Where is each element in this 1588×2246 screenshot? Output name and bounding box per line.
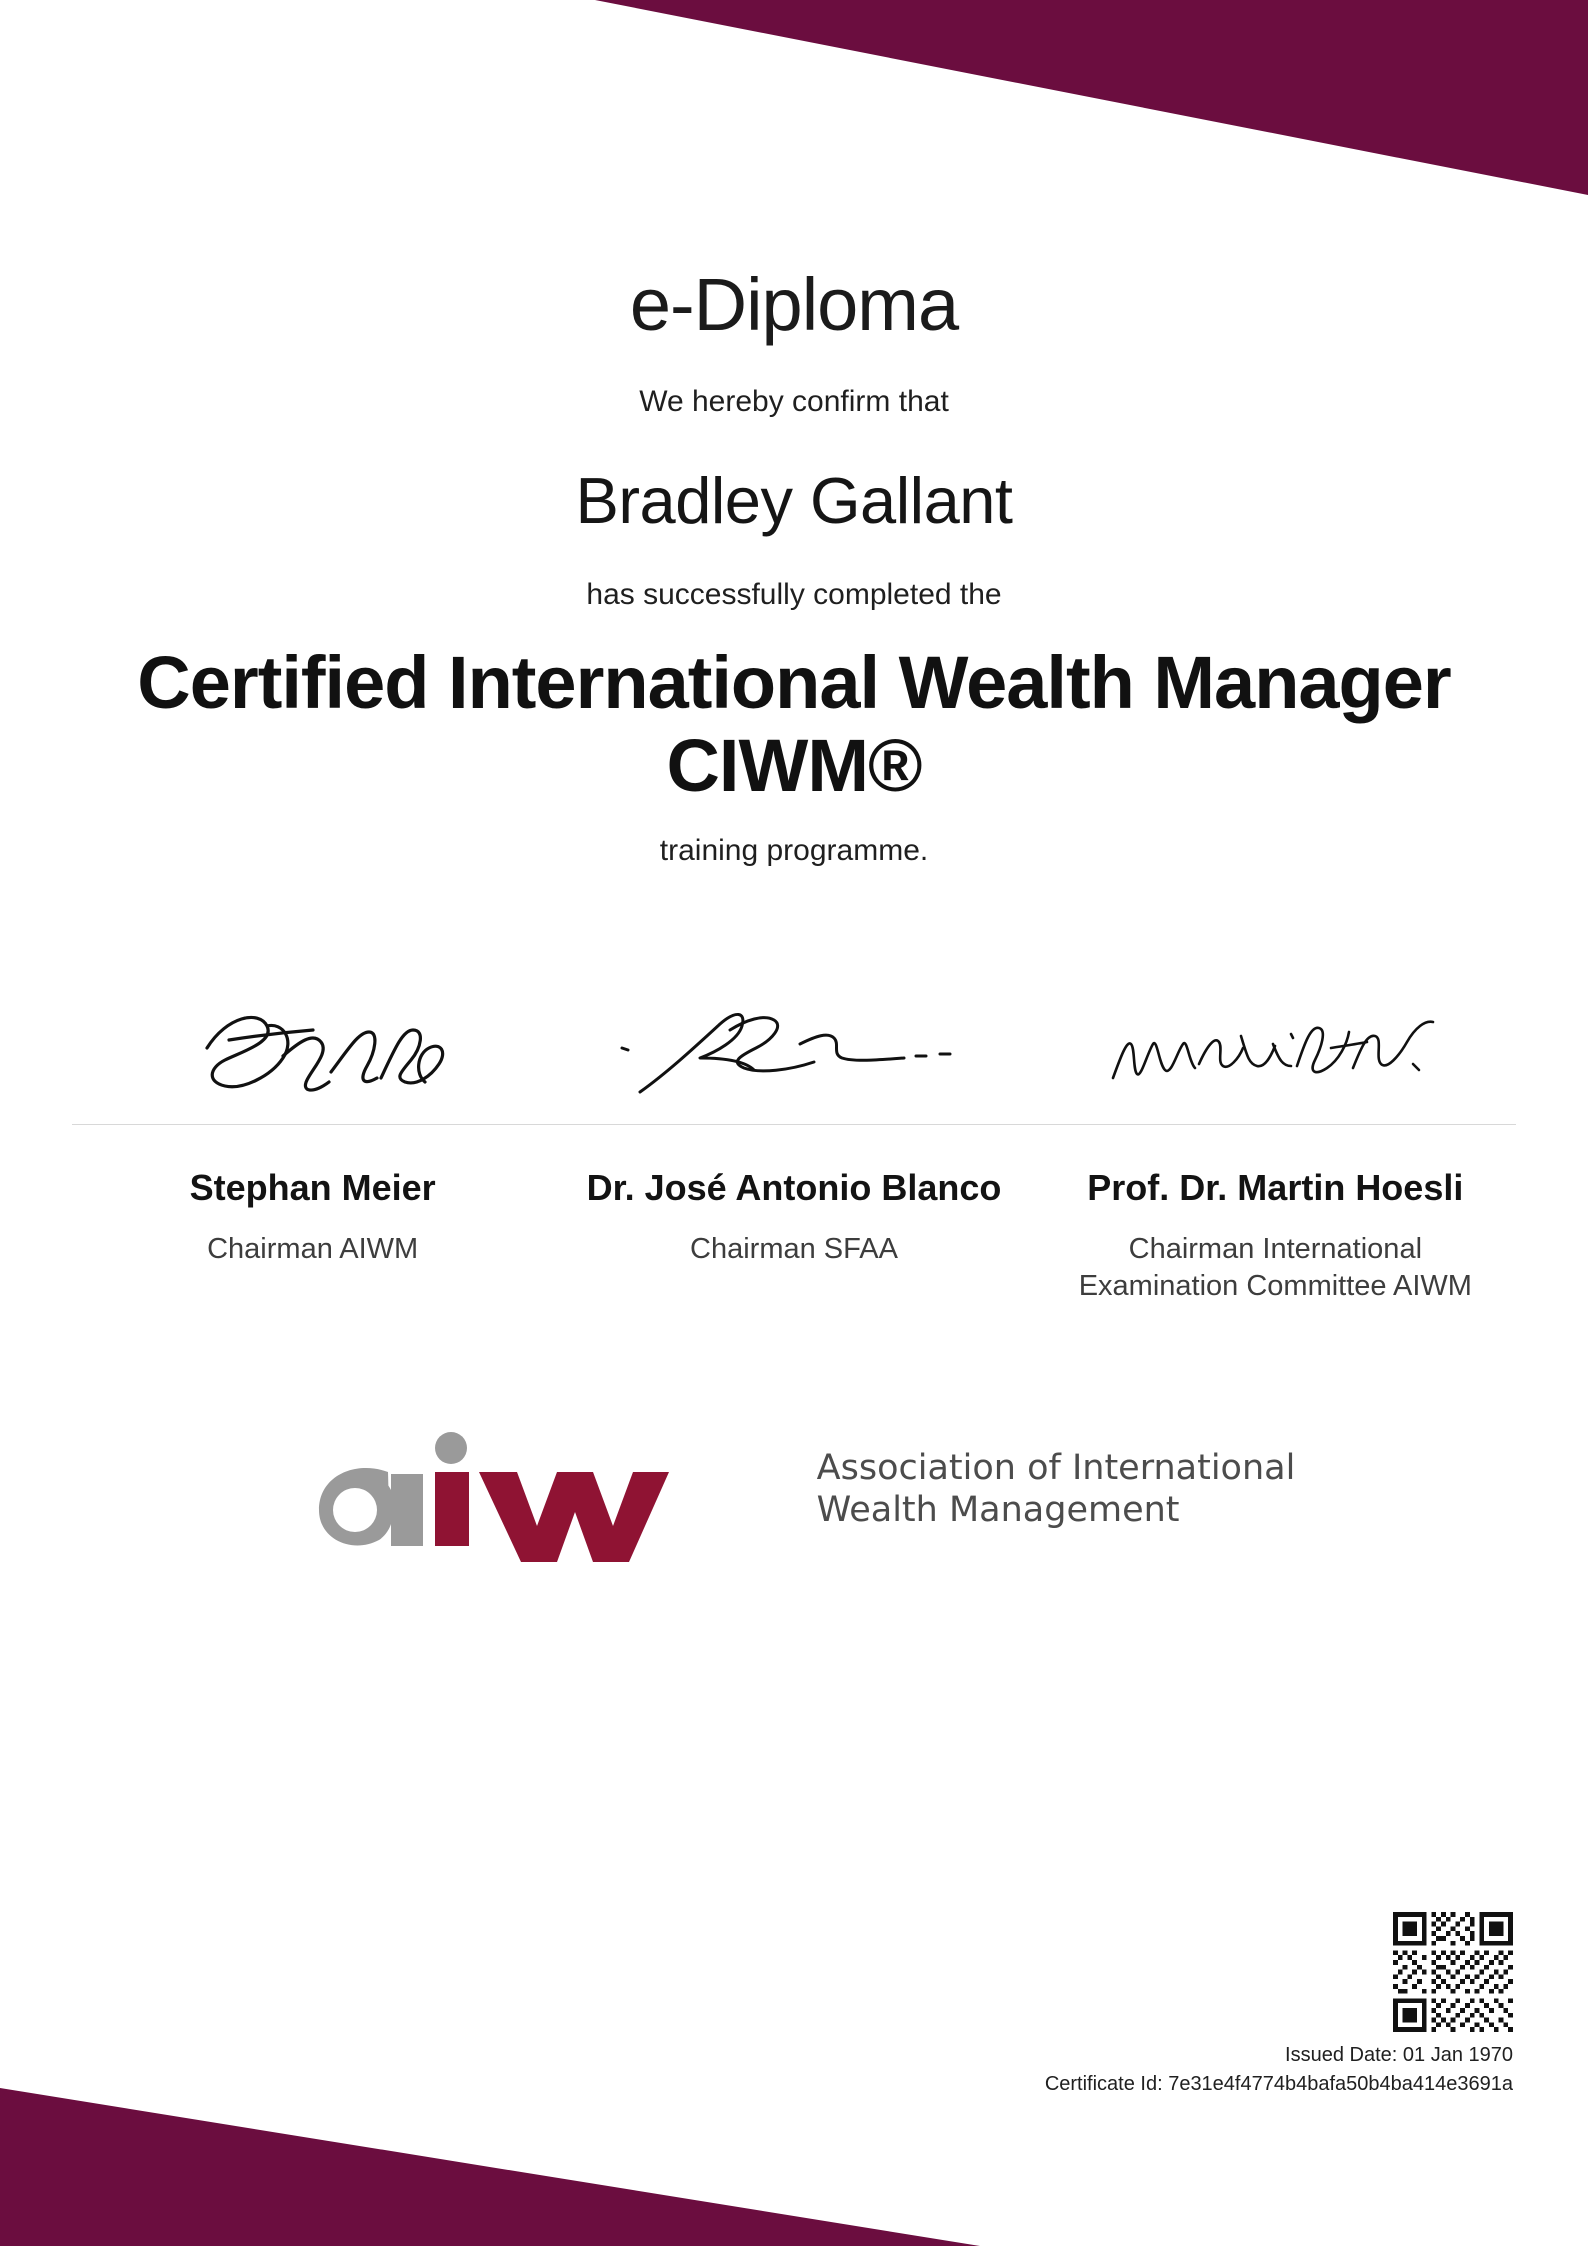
signature-jose-antonio-blanco-icon (553, 976, 1034, 1106)
signature-divider (72, 1124, 1516, 1125)
signatory-1 (72, 1167, 553, 1268)
certificate-footer (1045, 1912, 1513, 2098)
signature-cell-3 (1035, 976, 1516, 1106)
aiwm-logo-mark (293, 1414, 793, 1564)
qr-code-icon[interactable] (1393, 1912, 1513, 2032)
completion-line: has successfully completed the (586, 578, 1002, 611)
signatory-2 (553, 1167, 1034, 1268)
aiwm-logo (0, 1414, 1588, 1564)
aiwm-logo-text (817, 1447, 1296, 1531)
signatures-row (0, 976, 1588, 1106)
programme-suffix: training programme. (659, 833, 929, 867)
programme-name: Certified International Wealth Manager CIWM® (137, 641, 1451, 807)
confirmation-line: We hereby confirm that (639, 385, 949, 418)
signatory-name: Dr. José Antonio Blanco (586, 1166, 1002, 1208)
aiwm-logo-line2: Wealth Management (816, 1489, 1180, 1530)
signatory-name: Stephan Meier (189, 1166, 436, 1208)
signatories-row (0, 1167, 1588, 1306)
signatory-3 (1035, 1167, 1516, 1306)
signature-cell-1 (72, 976, 553, 1106)
signatory-role: Chairman AIWM (207, 1232, 419, 1265)
recipient-name: Bradley Gallant (575, 464, 1013, 537)
signature-stephan-meier-icon (72, 976, 553, 1106)
certificate-id: Certificate Id: 7e31e4f4774b4bafa50b4ba414e3691a (1044, 2073, 1513, 2095)
signature-martin-hoesli-icon (1035, 976, 1516, 1106)
signature-cell-2 (553, 976, 1034, 1106)
aiwm-logo-line1: Association of International (816, 1447, 1296, 1488)
signatory-role: Chairman International Examination Committee AIWM (1078, 1232, 1472, 1303)
signatory-name: Prof. Dr. Martin Hoesli (1087, 1166, 1464, 1208)
issued-date: Issued Date: 01 Jan 1970 (1285, 2044, 1513, 2066)
signatory-role: Chairman SFAA (690, 1232, 898, 1265)
page-title: e-Diploma (629, 263, 959, 346)
